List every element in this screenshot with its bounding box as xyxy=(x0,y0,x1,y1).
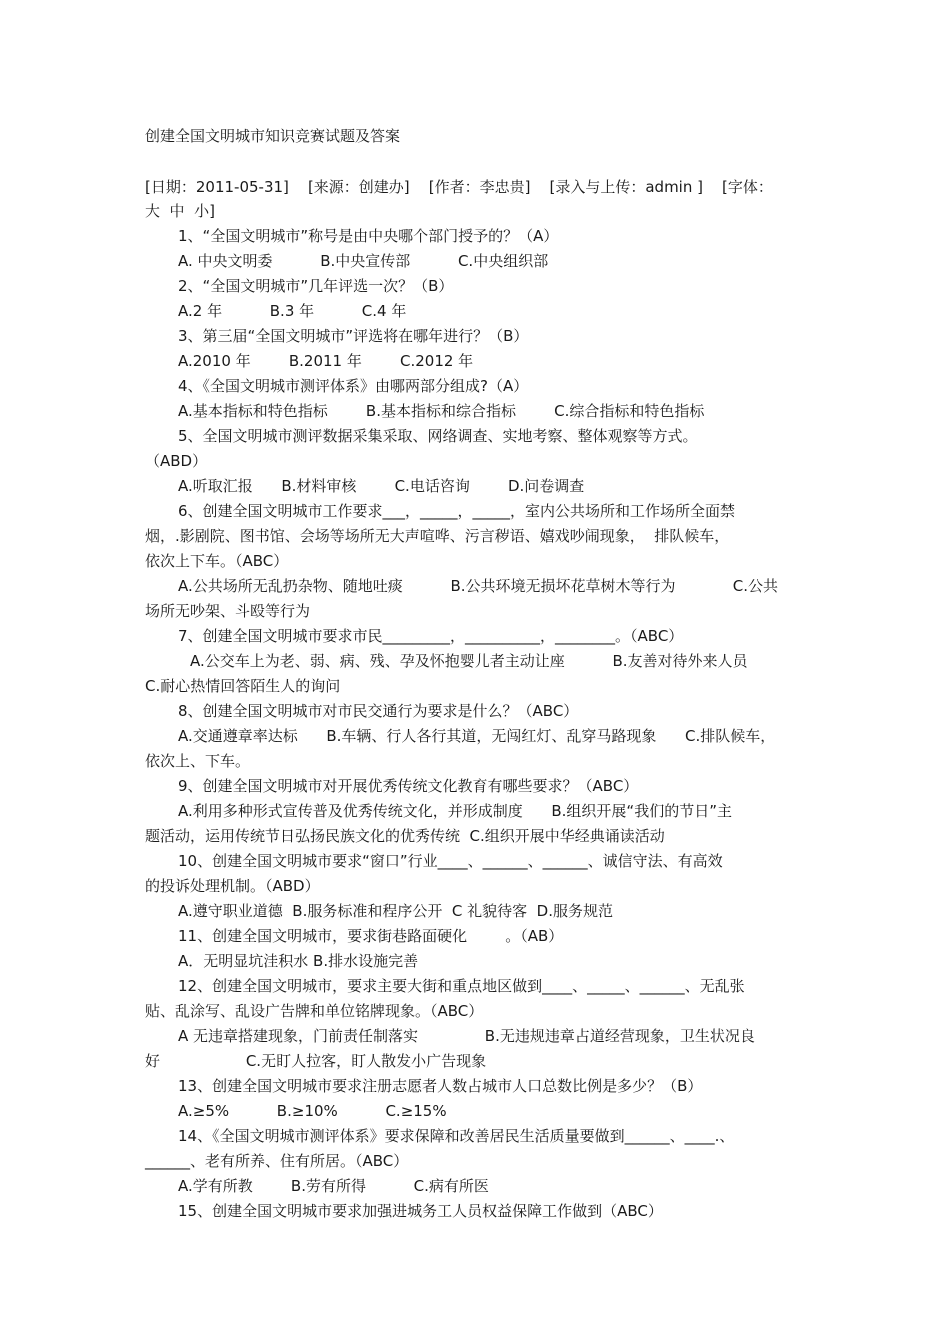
answer-options: 题活动，运用传统节日弘扬民族文化的优秀传统 C.组织开展中华经典诵读活动 xyxy=(145,827,665,845)
answer-options: 好 C.无盯人拉客，盯人散发小广告现象 xyxy=(145,1052,487,1070)
question-line: （ABD） xyxy=(145,452,208,470)
answer-options: 依次上、下车。 xyxy=(145,752,251,770)
question-line: 7、创建全国文明城市要求市民_________，__________，________。（ABC） xyxy=(178,627,684,645)
answer-options: A.学有所教 B.劳有所得 C.病有所医 xyxy=(178,1177,489,1195)
question-line: 13、创建全国文明城市要求注册志愿者人数占城市人口总数比例是多少？（B） xyxy=(178,1077,703,1095)
meta-info-line: 大 中 小] xyxy=(145,202,215,220)
question-line: 6、创建全国文明城市工作要求___，_____，_____，室内公共场所和工作场所全面禁 xyxy=(178,502,736,520)
question-line: 8、创建全国文明城市对市民交通行为要求是什么？（ABC） xyxy=(178,702,579,720)
question-line: 5、全国文明城市测评数据采集采取、网络调查、实地考察、整体观察等方式。 xyxy=(178,427,698,445)
answer-options: A.公交车上为老、弱、病、残、孕及怀抱婴儿者主动让座 B.友善对待外来人员 xyxy=(190,652,748,670)
answer-options: A.≥5% B.≥10% C.≥15% xyxy=(178,1102,447,1120)
question-line: 9、创建全国文明城市对开展优秀传统文化教育有哪些要求？（ABC） xyxy=(178,777,639,795)
question-line: 贴、乱涂写、乱设广告牌和单位铭牌现象。（ABC） xyxy=(145,1002,484,1020)
answer-options: A.2 年 B.3 年 C.4 年 xyxy=(178,302,407,320)
answer-options: A.遵守职业道德 B.服务标准和程序公开 C 礼貌待客 D.服务规范 xyxy=(178,902,613,920)
question-line: 10、创建全国文明城市要求“窗口”行业____、______、______、诚信守法、有高效 xyxy=(178,852,723,870)
answer-options: A.交通遵章率达标 B.车辆、行人各行其道，无闯红灯、乱穿马路现象 C.排队候车， xyxy=(178,727,776,745)
answer-options: 场所无吵架、斗殴等行为 xyxy=(145,602,311,620)
question-line: 烟，.影剧院、图书馆、会场等场所无大声喧哗、污言秽语、嬉戏吵闹现象， 排队候车， xyxy=(145,527,730,545)
answer-options: A.利用多种形式宣传普及优秀传统文化，并形成制度 B.组织开展“我们的节日”主 xyxy=(178,802,732,820)
answer-options: C.耐心热情回答陌生人的询问 xyxy=(145,677,341,695)
question-line: 2、“全国文明城市”几年评选一次？（B） xyxy=(178,277,454,295)
question-line: 依次上下车。（ABC） xyxy=(145,552,289,570)
question-line: 的投诉处理机制。（ABD） xyxy=(145,877,320,895)
question-line: ______、老有所养、住有所居。（ABC） xyxy=(145,1152,409,1170)
question-line: 12、创建全国文明城市，要求主要大街和重点地区做到____、_____、______、无乱张 xyxy=(178,977,745,995)
question-line: 1、“全国文明城市”称号是由中央哪个部门授予的？（A） xyxy=(178,227,559,245)
answer-options: A.公共场所无乱扔杂物、随地吐痰 B.公共环境无损坏花草树木等行为 C.公共 xyxy=(178,577,778,595)
answer-options: A.基本指标和特色指标 B.基本指标和综合指标 C.综合指标和特色指标 xyxy=(178,402,705,420)
meta-info-line: [日期：2011-05-31] [来源：创建办] [作者：李忠贵] [录入与上传：admin ] [字体： xyxy=(145,178,773,196)
answer-options: A.2010 年 B.2011 年 C.2012 年 xyxy=(178,352,474,370)
document-title: 创建全国文明城市知识竞赛试题及答案 xyxy=(145,127,401,145)
question-line: 15、创建全国文明城市要求加强进城务工人员权益保障工作做到（ABC） xyxy=(178,1202,663,1220)
answer-options: A.听取汇报 B.材料审核 C.电话咨询 D.问卷调查 xyxy=(178,477,585,495)
answer-options: A．无明显坑洼积水 B.排水设施完善 xyxy=(178,952,419,970)
question-line: 4、《全国文明城市测评体系》由哪两部分组成?（A） xyxy=(178,377,529,395)
answer-options: A. 中央文明委 B.中央宣传部 C.中央组织部 xyxy=(178,252,549,270)
question-line: 11、创建全国文明城市，要求街巷路面硬化 。（AB） xyxy=(178,927,564,945)
question-line: 14、《全国文明城市测评体系》要求保障和改善居民生活质量要做到______、____.、 xyxy=(178,1127,735,1145)
question-line: 3、第三届“全国文明城市”评选将在哪年进行？（B） xyxy=(178,327,529,345)
answer-options: A 无违章搭建现象，门前责任制落实 B.无违规违章占道经营现象，卫生状况良 xyxy=(178,1027,755,1045)
